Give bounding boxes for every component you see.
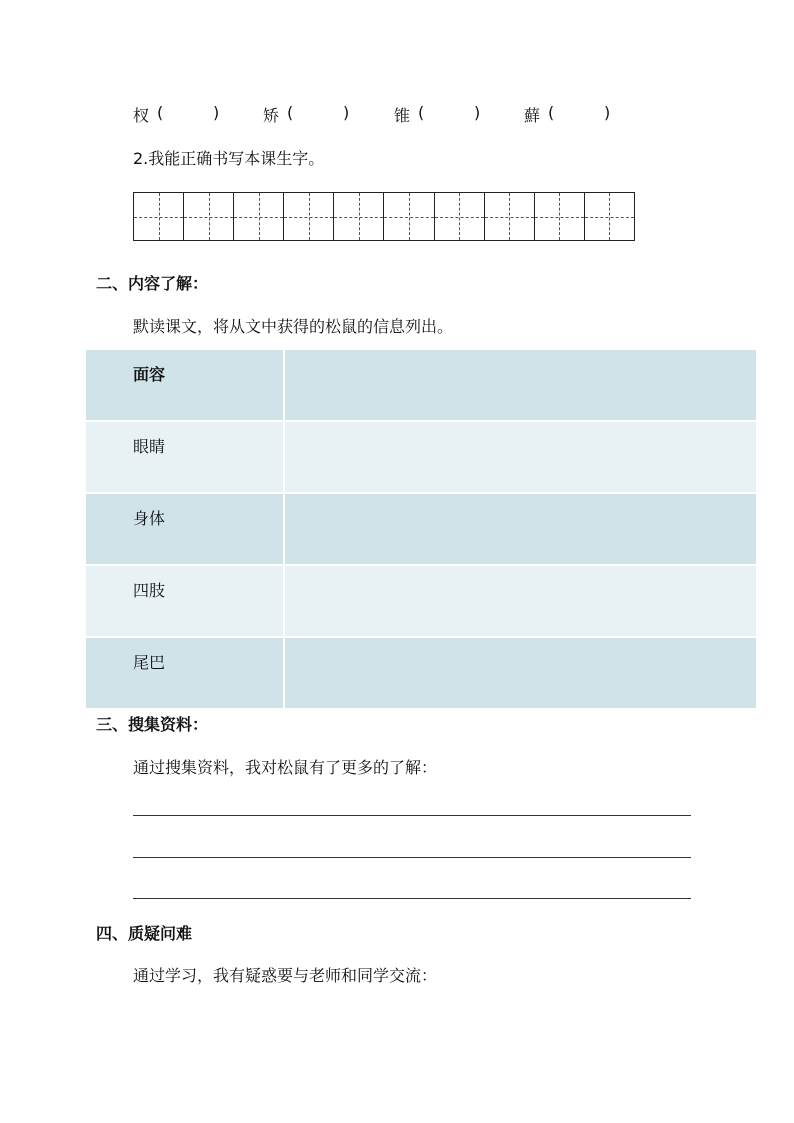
grid-cell[interactable] xyxy=(284,193,334,240)
close-paren: ) xyxy=(604,103,611,122)
table-row xyxy=(86,421,756,493)
open-paren: ( xyxy=(157,103,164,122)
row-answer-cell[interactable] xyxy=(284,493,756,565)
pinyin-item xyxy=(524,103,611,126)
pinyin-char: 矫 xyxy=(263,106,280,125)
grid-cell[interactable] xyxy=(134,193,184,240)
table-row xyxy=(86,565,756,637)
answer-line[interactable] xyxy=(133,857,691,858)
pinyin-item xyxy=(263,103,350,126)
question-text: 我能正确书写本课生字。 xyxy=(148,149,325,168)
close-paren: ) xyxy=(474,103,481,122)
grid-cell[interactable] xyxy=(184,193,234,240)
row-answer-cell[interactable] xyxy=(284,637,756,709)
close-paren: ) xyxy=(343,103,350,122)
open-paren: ( xyxy=(418,103,425,122)
grid-cell[interactable] xyxy=(435,193,485,240)
section-2-title: 二、内容了解： xyxy=(96,274,209,293)
open-paren: ( xyxy=(287,103,294,122)
grid-cell[interactable] xyxy=(485,193,535,240)
grid-cell[interactable] xyxy=(384,193,434,240)
row-answer-cell[interactable] xyxy=(284,565,756,637)
squirrel-info-table xyxy=(86,350,756,710)
row-label: 眼睛 xyxy=(133,437,166,456)
pinyin-item xyxy=(133,103,220,126)
section-2-instruction: 默读课文，将从文中获得的松鼠的信息列出。 xyxy=(133,317,454,336)
grid-cell[interactable] xyxy=(535,193,585,240)
question-2 xyxy=(133,146,324,169)
row-answer-cell[interactable] xyxy=(284,421,756,493)
pinyin-item xyxy=(394,103,481,126)
section-4-instruction: 通过学习，我有疑惑要与老师和同学交流： xyxy=(133,966,438,985)
row-label: 身体 xyxy=(133,509,166,528)
table-row xyxy=(86,350,756,421)
open-paren: ( xyxy=(548,103,555,122)
grid-cell[interactable] xyxy=(334,193,384,240)
row-label: 四肢 xyxy=(133,581,166,600)
pinyin-char: 蘚 xyxy=(524,106,541,125)
pinyin-char: 锥 xyxy=(394,106,411,125)
question-number: 2. xyxy=(133,149,149,168)
writing-grid[interactable] xyxy=(133,192,635,241)
answer-line[interactable] xyxy=(133,815,691,816)
close-paren: ) xyxy=(213,103,220,122)
section-3-instruction: 通过搜集资料，我对松鼠有了更多的了解： xyxy=(133,758,438,777)
grid-cell[interactable] xyxy=(585,193,634,240)
section-3-title: 三、搜集资料： xyxy=(96,715,209,734)
row-answer-cell[interactable] xyxy=(284,350,756,421)
section-4-title: 四、质疑问难 xyxy=(96,924,193,943)
table-row xyxy=(86,493,756,565)
row-label: 尾巴 xyxy=(133,653,166,672)
row-label: 面容 xyxy=(133,365,166,384)
table-row xyxy=(86,637,756,709)
pinyin-char: 杈 xyxy=(133,106,150,125)
grid-cell[interactable] xyxy=(234,193,284,240)
answer-line[interactable] xyxy=(133,898,691,899)
